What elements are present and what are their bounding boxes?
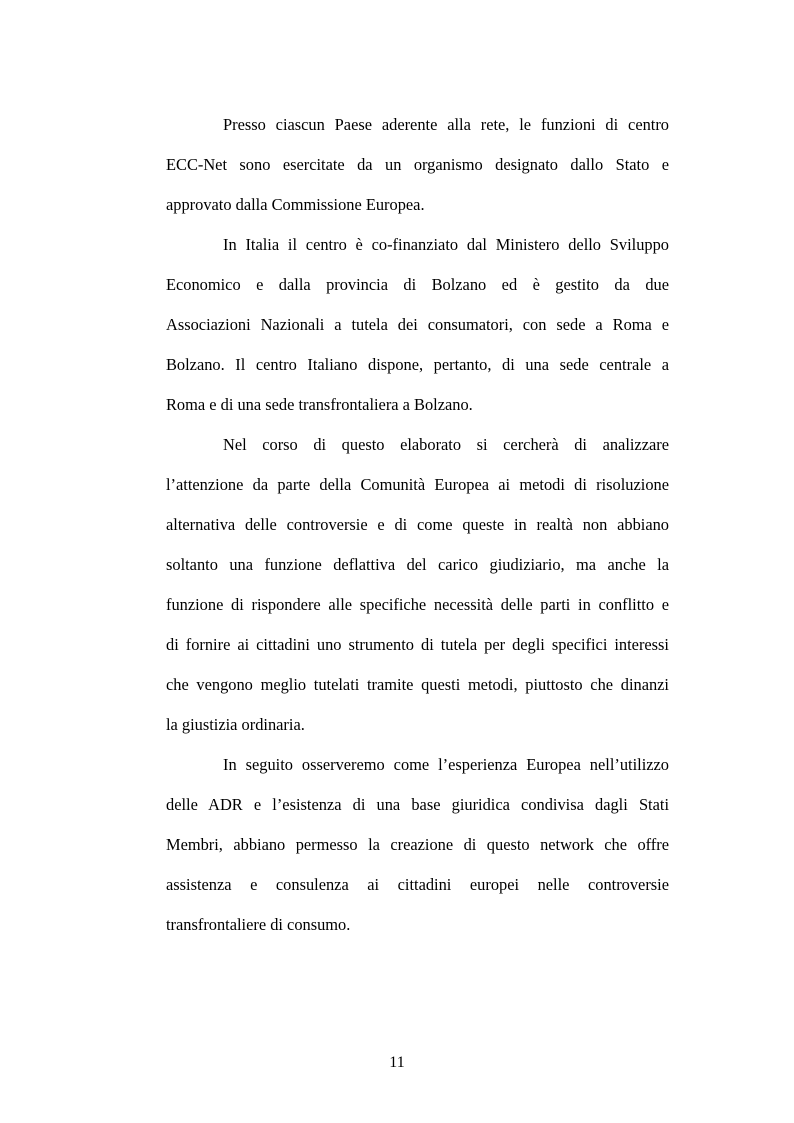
paragraph — [166, 105, 669, 225]
text-line: l’attenzione da parte della Comunità Europea ai metodi di risoluzione — [166, 475, 669, 494]
text-line: funzione di rispondere alle specifiche necessità delle parti in conflitto e — [166, 595, 669, 614]
text-line: alternativa delle controversie e di come queste in realtà non abbiano — [166, 515, 669, 534]
text-line: delle ADR e l’esistenza di una base giuridica condivisa dagli Stati — [166, 795, 669, 814]
text-line: ECC-Net sono esercitate da un organismo designato dallo Stato e — [166, 155, 669, 174]
text-line: Roma e di una sede transfrontaliera a Bolzano. — [166, 395, 473, 414]
text-line: assistenza e consulenza ai cittadini europei nelle controversie — [166, 875, 669, 894]
text-line: Nel corso di questo elaborato si cercherà di analizzare — [223, 435, 669, 454]
text-line: transfrontaliere di consumo. — [166, 915, 351, 934]
text-line: soltanto una funzione deflattiva del carico giudiziario, ma anche la — [166, 555, 669, 574]
body-text — [166, 105, 669, 945]
paragraph — [166, 745, 669, 945]
text-line: Presso ciascun Paese aderente alla rete, le funzioni di centro — [223, 115, 669, 134]
paragraph — [166, 425, 669, 745]
text-line: Bolzano. Il centro Italiano dispone, pertanto, di una sede centrale a — [166, 355, 669, 374]
text-line: Associazioni Nazionali a tutela dei consumatori, con sede a Roma e — [166, 315, 669, 334]
text-line: In Italia il centro è co-finanziato dal Ministero dello Sviluppo — [223, 235, 669, 254]
text-line: di fornire ai cittadini uno strumento di tutela per degli specifici interessi — [166, 635, 669, 654]
text-line: In seguito osserveremo come l’esperienza Europea nell’utilizzo — [223, 755, 669, 774]
text-line: Economico e dalla provincia di Bolzano ed è gestito da due — [166, 275, 669, 294]
text-line: la giustizia ordinaria. — [166, 715, 305, 734]
paragraph — [166, 225, 669, 425]
page-number: 11 — [389, 1054, 405, 1071]
text-line: Membri, abbiano permesso la creazione di questo network che offre — [166, 835, 669, 854]
text-line: che vengono meglio tutelati tramite questi metodi, piuttosto che dinanzi — [166, 675, 669, 694]
text-line: approvato dalla Commissione Europea. — [166, 195, 425, 214]
